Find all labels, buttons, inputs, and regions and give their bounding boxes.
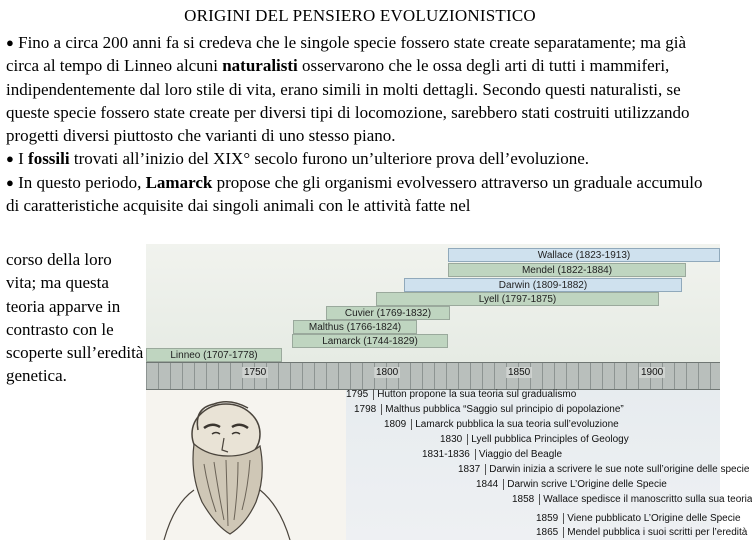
p2-pre: I bbox=[18, 149, 29, 169]
p2-rest: trovati all’inizio del XIX° secolo furono un’ulteriore prova dell’evoluzione. bbox=[69, 149, 590, 169]
event-row bbox=[354, 403, 624, 416]
event-row bbox=[476, 478, 667, 491]
event-year: 1865 bbox=[536, 527, 559, 538]
paragraph-1 bbox=[6, 31, 718, 147]
event-year: 1859 bbox=[536, 513, 559, 524]
event-year: 1809 bbox=[384, 419, 407, 430]
evolution-timeline-figure bbox=[146, 244, 752, 540]
p1-rest: osservarono che le ossa degli arti di tutti i mammiferi, indipendentemente dal loro stile di vita, erano simili in molti dettagli. Secondo questi naturalisti, se queste specie fossero state create per diversi tipi di locomozione, sarebbero stati costruiti utilizzando progetti diversi piuttosto che varianti di uno stesso piano. bbox=[6, 56, 690, 146]
tick-label-1750: 1750 bbox=[244, 367, 267, 378]
slide-body bbox=[6, 31, 718, 217]
event-year: 1830 bbox=[440, 434, 463, 445]
lifespan-bar-malthus: Malthus (1766-1824) bbox=[293, 320, 417, 334]
lifespan-bar-cuvier: Cuvier (1769-1832) bbox=[326, 306, 450, 320]
lifespan-bar-wallace: Wallace (1823-1913) bbox=[448, 248, 720, 262]
event-text: Wallace spedisce il manoscritto sulla sua teoria bbox=[539, 494, 752, 505]
tick-label-1900: 1900 bbox=[641, 367, 664, 378]
p3-pre: In questo periodo, bbox=[18, 172, 146, 192]
darwin-portrait-illustration bbox=[164, 394, 294, 540]
event-row bbox=[536, 512, 741, 525]
event-text: Mendel pubblica i suoi scritti per l’eredità bbox=[563, 527, 747, 538]
paragraph-2 bbox=[6, 147, 718, 170]
event-row bbox=[536, 526, 747, 539]
event-row bbox=[422, 448, 562, 461]
event-row bbox=[384, 418, 619, 431]
event-text: Darwin scrive L’Origine delle Specie bbox=[503, 479, 667, 490]
event-year: 1837 bbox=[458, 464, 481, 475]
lifespan-bar-linneo: Linneo (1707-1778) bbox=[146, 348, 282, 362]
event-row bbox=[512, 493, 752, 506]
event-text: Lamarck pubblica la sua teoria sull’evoluzione bbox=[411, 419, 618, 430]
event-year: 1858 bbox=[512, 494, 535, 505]
tick-label-1800: 1800 bbox=[376, 367, 399, 378]
lifespan-bar-lyell: Lyell (1797-1875) bbox=[376, 292, 659, 306]
p3-rest: propose che gli organismi evolvessero attraverso un graduale accumulo di caratteristiche acquisite dai singoli animali con le attività fatte nel bbox=[6, 172, 703, 216]
event-year: 1795 bbox=[346, 389, 369, 400]
p1-text: Fino a circa 200 anni fa si credeva che le singole specie fossero state create separatamente; ma già circa al tempo di Linneo alcuni bbox=[6, 33, 686, 76]
lifespan-bar-mendel: Mendel (1822-1884) bbox=[448, 263, 686, 277]
bullet-marker: ● bbox=[6, 151, 14, 167]
event-text: Lyell pubblica Principles of Geology bbox=[467, 434, 629, 445]
lifespan-bar-lamarck: Lamarck (1744-1829) bbox=[292, 334, 448, 348]
p3-bold: Lamarck bbox=[145, 172, 213, 192]
event-row bbox=[346, 388, 576, 401]
tick-label-1850: 1850 bbox=[508, 367, 531, 378]
bullet-marker: ● bbox=[6, 174, 14, 190]
paragraph-3 bbox=[6, 171, 718, 218]
p2-bold: fossili bbox=[28, 149, 70, 169]
event-text: Darwin inizia a scrivere le sue note sull’origine delle specie bbox=[485, 464, 749, 475]
event-text: Hutton propone la sua teoria sul gradualismo bbox=[373, 389, 576, 400]
event-text: Malthus pubblica “Saggio sul principio di popolazione” bbox=[381, 404, 623, 415]
event-text: Viaggio del Beagle bbox=[475, 449, 562, 460]
event-year: 1798 bbox=[354, 404, 377, 415]
event-year: 1831-1836 bbox=[422, 449, 470, 460]
timeline-axis bbox=[146, 362, 720, 390]
event-year: 1844 bbox=[476, 479, 499, 490]
event-row bbox=[440, 433, 629, 446]
event-text: Viene pubblicato L’Origine delle Specie bbox=[563, 513, 740, 524]
lifespan-bar-darwin: Darwin (1809-1882) bbox=[404, 278, 682, 292]
event-row bbox=[458, 463, 749, 476]
bullet-marker: ● bbox=[6, 35, 14, 50]
paragraph-3-continuation: corso della loro vita; ma questa teoria apparve in contrasto con le scoperte sull’eredità genetica. bbox=[6, 250, 144, 386]
p1-bold: naturalisti bbox=[222, 56, 298, 76]
slide-title: ORIGINI DEL PENSIERO EVOLUZIONISTICO bbox=[184, 6, 536, 25]
